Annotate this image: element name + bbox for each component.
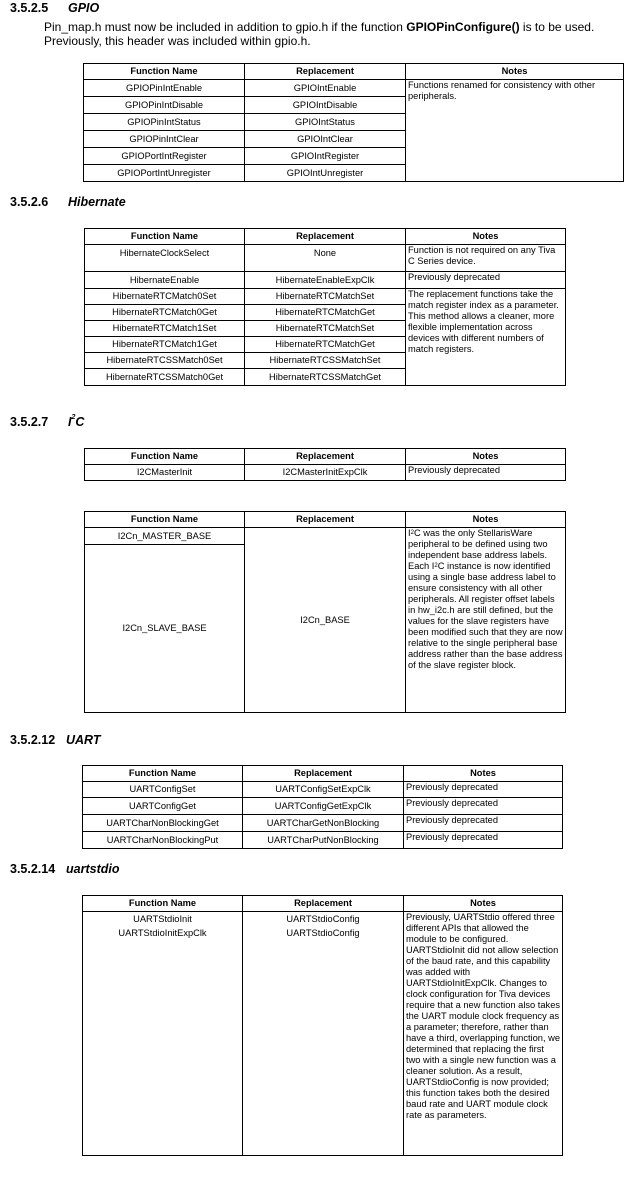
section-title: GPIO [68, 1, 100, 15]
section-number: 3.5.2.14 [10, 862, 56, 876]
table-row: HibernateEnable HibernateEnableExpClk Previously deprecated [85, 272, 566, 289]
section-title: UART [66, 733, 101, 747]
table-row: UARTConfigGet UARTConfigGetExpClk Previously deprecated [83, 798, 563, 815]
section-heading-uartstdio [10, 862, 119, 876]
table-row: HibernateRTCSSMatch0Set HibernateRTCSSMatchSet [85, 353, 566, 369]
i2c-table [84, 448, 566, 481]
table-row: GPIOPinIntClear GPIOIntClear [84, 131, 624, 148]
section-title: $I^2C$ [68, 414, 85, 429]
table-row: UARTStdioInitExpClk UARTStdioConfig [83, 928, 563, 1156]
table-row: HibernateRTCMatch1Set HibernateRTCMatchSet [85, 321, 566, 337]
i2c-note: $I^2C$ was the only StellarisWare peripheral to be defined using two independent base address labels. Each $I^2C$ instance is now identified using a single base address label to ensure consistency with all other peripherals. All register offset labels in hw_i2c.h are still defined, but the values for the slave registers have been modified such that they are now relative to the single peripheral base address rather than the base address of the slave register block. [406, 528, 566, 713]
table-row: I2Cn_MASTER_BASE I2Cn_BASE $I^2C$ was the only StellarisWare peripheral to be defined using two independent base address labels. Each $I^2C$ instance is now identified using a single base address label to ensure consistency with all other peripherals. All register offset labels in hw_i2c.h are still defined, but the values for the slave registers have been modified such that they are now relative to the single peripheral base address rather than the base address of the slave register block. [85, 528, 566, 545]
section-number: 3.5.2.5 [10, 1, 49, 15]
gpio-note: Functions renamed for consistency with other peripherals. [406, 80, 624, 182]
section-number: 3.5.2.7 [10, 415, 49, 429]
table-header-row: Function Name Replacement Notes [85, 449, 566, 465]
section-number: 3.5.2.6 [10, 195, 49, 209]
section-title: uartstdio [66, 862, 120, 876]
table-row: GPIOPinIntStatus GPIOIntStatus [84, 114, 624, 131]
table-row: HibernateRTCMatch1Get HibernateRTCMatchGet [85, 337, 566, 353]
table-row: I2CMasterInit I2CMasterInitExpClk Previously deprecated [85, 465, 566, 481]
table-row: GPIOPinIntEnable GPIOIntEnable Functions renamed for consistency with other peripherals. [84, 80, 624, 97]
hibernate-note: The replacement functions take the match register index as a parameter. This method allows a cleaner, more flexible implementation across devices with different numbers of match registers. [406, 289, 566, 386]
table-row: HibernateClockSelect None Function is not required on any Tiva C Series device. [85, 245, 566, 272]
hibernate-table [84, 228, 566, 386]
table-header-row: Function Name Replacement Notes [85, 512, 566, 528]
table-row: UARTStdioInit UARTStdioConfig Previously, UARTStdio offered three different APIs that allowed the module to be configured. UARTStdioInit did not allow selection of the baud rate, and this capability was added with UARTStdioInitExpClk. Changes to clock configuration for Tiva devices require that a new function also takes the UART module clock frequency as a parameter; therefore, rather than have a third, overlapping function, we determined that replacing the first two with a single new function was a cleaner solution. As a result, UARTStdioConfig is now provided; this function takes both the desired baud rate and UART module clock rate as parameters. [83, 912, 563, 928]
table-row: GPIOPortIntUnregister GPIOIntUnregister [84, 165, 624, 182]
table-row: UARTCharNonBlockingGet UARTCharGetNonBlocking Previously deprecated [83, 815, 563, 832]
table-header-row: Function Name Replacement Notes [85, 229, 566, 245]
table-row: HibernateRTCMatch0Set HibernateRTCMatchSet The replacement functions take the match register index as a parameter. This method allows a cleaner, more flexible implementation across devices with different numbers of match registers. [85, 289, 566, 305]
table-row: UARTConfigSet UARTConfigSetExpClk Previously deprecated [83, 782, 563, 798]
table-row: HibernateRTCMatch0Get HibernateRTCMatchGet [85, 305, 566, 321]
section-heading-hibernate [10, 195, 126, 209]
uartstdio-table [82, 895, 563, 1156]
section-heading-gpio [10, 1, 99, 15]
table-header-row: Function Name Replacement Notes [83, 896, 563, 912]
uart-table [82, 765, 563, 849]
table-row: UARTCharNonBlockingPut UARTCharPutNonBlocking Previously deprecated [83, 832, 563, 849]
table-row: GPIOPortIntRegister GPIOIntRegister [84, 148, 624, 165]
gpio-intro: Pin_map.h must now be included in addition to gpio.h if the function GPIOPinConfigure() is to be used. Previously, this header was included within gpio.h. [44, 20, 595, 48]
table-row: HibernateRTCSSMatch0Get HibernateRTCSSMatchGet [85, 369, 566, 386]
section-heading-i2c [10, 415, 84, 429]
table-header-row: Function Name Replacement Notes [83, 766, 563, 782]
table-header-row: Function Name Replacement Notes [84, 64, 624, 80]
gpio-table [83, 63, 624, 182]
i2c-base-table [84, 511, 566, 713]
section-number: 3.5.2.12 [10, 733, 56, 747]
section-title: Hibernate [68, 195, 126, 209]
table-row: I2Cn_SLAVE_BASE [85, 545, 566, 713]
section-heading-uart [10, 733, 101, 747]
table-row: GPIOPinIntDisable GPIOIntDisable [84, 97, 624, 114]
uartstdio-note: Previously, UARTStdio offered three different APIs that allowed the module to be configured. UARTStdioInit did not allow selection of the baud rate, and this capability was added with UARTStdioInitExpClk. Changes to clock configuration for Tiva devices require that a new function also takes the UART module clock frequency as a parameter; therefore, rather than have a third, overlapping function, we determined that replacing the first two with a single new function was a cleaner solution. As a result, UARTStdioConfig is now provided; this function takes both the desired baud rate and UART module clock rate as parameters. [404, 912, 563, 1156]
